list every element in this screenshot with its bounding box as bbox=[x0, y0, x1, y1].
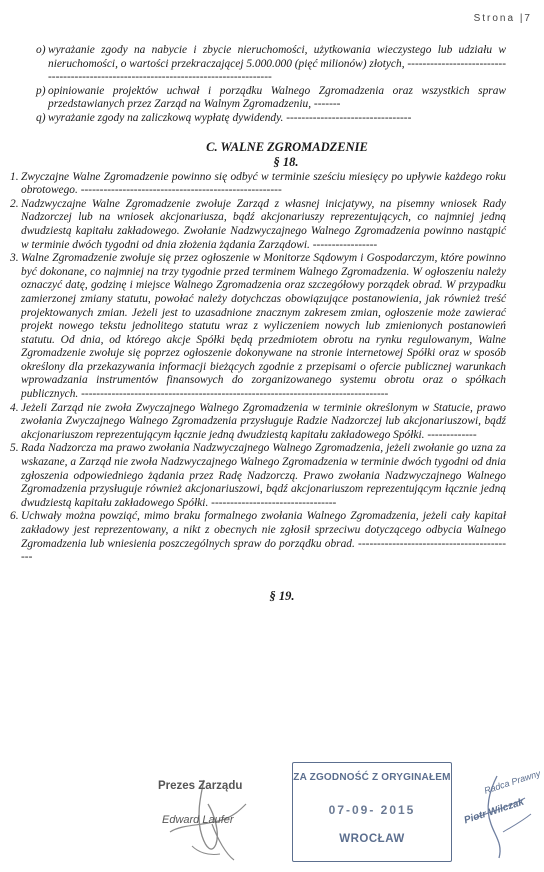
certification-stamp bbox=[292, 762, 452, 862]
legal-counsel-signature bbox=[455, 768, 542, 864]
document-body bbox=[0, 44, 544, 604]
numbered-item-1 bbox=[10, 171, 506, 198]
list-marker: o) bbox=[36, 44, 46, 56]
item-text: Walne Zgromadzenie zwołuje się przez ogłoszenie w Monitorze Sądowym i Gospodarczym, które powinno być dokonane, co najmniej na trzy tygodnie przed terminem Walnego Zgromadzenia. W ogłoszeniu należy oznaczyć datę, godzinę i miejsce Walnego Zgromadzenia oraz szczegółowy porządek obrad. W przypadku zamierzonej zmiany statutu, powołać należy dotychczas obowiązujące postanowienia, jak również treść projektowanych zmian. Jeżeli jest to uzasadnione znacznym zakresem zmian, ogłoszenie może zawierać projekt nowego tekstu jednolitego statutu wraz z wyliczeniem nowych lub zmienionych postanowień statutu. Od dnia, od którego akcje Spółki będą przedmiotem obrotu na rynku regulowanym, Walne Zgromadzenie zwołuje się poprzez ogłoszenie dokonywane na stronie internetowej Spółki oraz w sposób określony dla przekazywania informacji bieżących zgodnie z przepisami o ofercie publicznej warunkach wprowadzania instrumentów finansowych do zorganizowanego systemu obrotu oraz o spółkach publicznych. --------------------------------------------------------------------------------- bbox=[21, 252, 506, 401]
list-item-text: opiniowanie projektów uchwał i porządku Walnego Zgromadzenia oraz wszystkich spraw przedstawianych przez Zarząd na Walnym Zgromadzeniu, ------- bbox=[48, 84, 506, 111]
section-heading: C. WALNE ZGROMADZENIE bbox=[206, 139, 368, 154]
item-text: Rada Nadzorcza ma prawo zwołania Nadzwyczajnego Walnego Zgromadzenia, jeżeli zwołanie go uzna za wskazane, a Zarząd nie zwoła Nadzwyczajnego Walnego Zgromadzenia w terminie dwóch tygodni od dnia zgłoszenia odpowiedniego żądania przez Radę Nadzorczą. Prawo zwołania Nadzwyczajnego Walnego Zgromadzenia przysługuje również akcjonariuszowi, bądź akcjonariuszom reprezentującym łącznie jedną dwudziestą kapitału zakładowego Spółki. --------------------------------- bbox=[21, 442, 506, 509]
item-text: Nadzwyczajne Walne Zgromadzenie zwołuje Zarząd z własnej inicjatywy, na pisemny wniosek Rady Nadzorczej lub na wniosek akcjonariusza, bądź akcjonariuszy reprezentujących, co najmniej jedną dwudziestą kapitału zakładowego. Zwołanie Nadzwyczajnego Walnego Zgromadzenia powinno nastąpić w terminie dwóch tygodni od dnia złożenia żądania Zarządowi. ----------------- bbox=[21, 197, 506, 251]
numbered-item-2 bbox=[10, 198, 506, 252]
list-item-o bbox=[36, 44, 506, 85]
item-text: Zwyczajne Walne Zgromadzenie powinno się odbyć w terminie sześciu miesięcy po upływie każdego roku obrotowego. ----------------------------------------------------- bbox=[21, 170, 506, 197]
item-number: 1. bbox=[10, 170, 19, 183]
numbered-item-5 bbox=[10, 442, 506, 510]
signature-title: Prezes Zarządu bbox=[158, 780, 243, 792]
item-number: 5. bbox=[10, 442, 19, 455]
paragraph-heading-19: § 19. bbox=[269, 588, 295, 603]
list-marker: p) bbox=[36, 84, 46, 97]
item-number: 2. bbox=[10, 197, 19, 210]
item-text: Uchwały można powziąć, mimo braku formalnego zwołania Walnego Zgromadzenia, jeżeli cały kapitał zakładowy jest reprezentowany, a nikt z obecnych nie zgłosił sprzeciwu dotyczącego odbycia Walnego Zgromadzenia lub wniesienia poszczególnych spraw do porządku obrad. ------------------------------------------ bbox=[21, 510, 506, 564]
item-number: 6. bbox=[10, 510, 19, 523]
numbered-item-6 bbox=[10, 510, 506, 564]
numbered-item-3 bbox=[10, 252, 506, 402]
signature-name: Edward Laufer bbox=[162, 814, 234, 826]
stamp-title: ZA ZGODNOŚĆ Z ORYGINAŁEM bbox=[293, 772, 451, 783]
paragraph-heading-18: § 18. bbox=[273, 154, 299, 169]
numbered-item-4 bbox=[10, 402, 506, 443]
stamp-date: 07-09- 2015 bbox=[328, 803, 416, 817]
counsel-title: Radca Prawny bbox=[482, 768, 542, 796]
item-number: 4. bbox=[10, 401, 19, 414]
list-marker: q) bbox=[36, 111, 46, 124]
counsel-name: Piotr Wilczak bbox=[462, 796, 526, 827]
list-item-q bbox=[36, 112, 506, 126]
page-number: Strona |7 bbox=[473, 13, 532, 24]
item-text: Jeżeli Zarząd nie zwoła Zwyczajnego Walnego Zgromadzenia w terminie określonym w Statucie, prawo zwołania Zwyczajnego Walnego Zgromadzenia przysługuje Radzie Nadzorczej lub akcjonariuszowi, bądź akcjonariuszom reprezentującym łącznie jedną dwudziestą kapitału zakładowego Spółki. ------------- bbox=[21, 401, 506, 441]
list-item-text: wyrażanie zgody na zaliczkową wypłatę dywidendy. --------------------------------- bbox=[48, 111, 412, 124]
list-item-text: wyrażanie zgody na nabycie i zbycie nieruchomości, użytkowania wieczystego lub udziału w nieruchomości, o wartości przekraczającej 5.000.000 (pięć milionów) złotych, ------------------------------------------------------------------------------------- bbox=[48, 44, 507, 84]
stamp-city: WROCŁAW bbox=[339, 833, 405, 845]
list-item-p bbox=[36, 85, 506, 112]
item-number: 3. bbox=[10, 252, 19, 265]
